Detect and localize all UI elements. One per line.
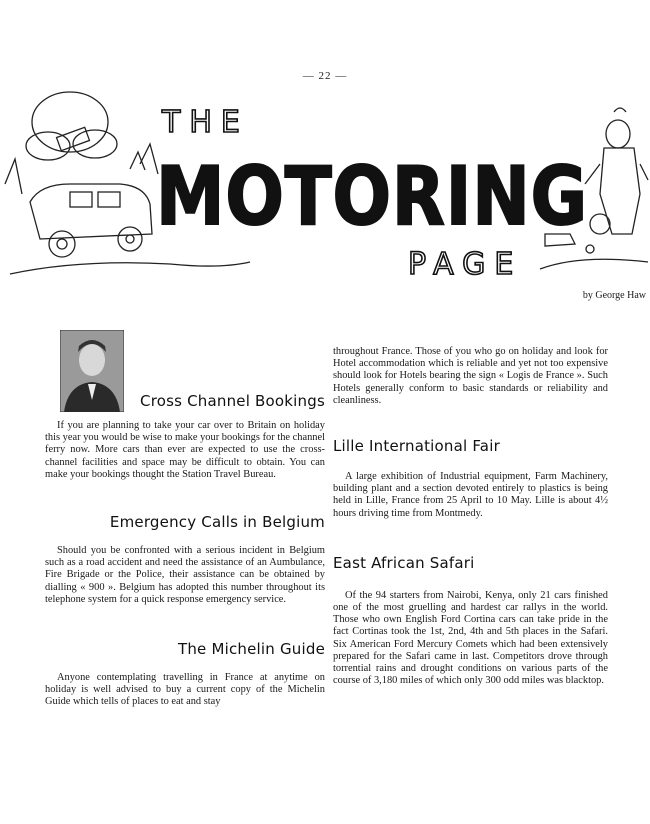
section-body-cross-channel: If you are planning to take your car over to Britain on holiday this year you would be wise to make your bookings for the channel ferry now. More cars than ever are expected to use the cross-channel facilities and space may be difficult to obtain. You can make your bookings thought the Station Travel Bureau.: [45, 420, 325, 480]
author-byline: by George Haw: [582, 290, 646, 301]
section-heading-lille-fair: Lille International Fair: [333, 437, 500, 456]
title-page: PAGE: [408, 247, 523, 282]
right-column: [333, 346, 608, 687]
section-body-michelin-guide-continued: throughout France. Those of you who go on holiday and look for Hotel accommodation which is reliable and yet not too expensive should look for Hotels bearing the sign « Logis de France ». Such Hotels generally conform to basic standards or reliability and cleanliness.: [333, 346, 608, 406]
section-body-emergency-calls: Should you be confronted with a serious incident in Belgium such as a road accident and need the assistance of an Aumbulance, Fire Brigade or the Police, their assistance can be obtained by dialling « 900 ». Belgium has adopted this number throughout its telephone system for a quick response emergency service.: [45, 545, 325, 605]
section-heading-cross-channel: Cross Channel Bookings: [140, 392, 325, 410]
title-the: THE: [162, 105, 249, 140]
section-body-east-african-safari: Of the 94 starters from Nairobi, Kenya, only 21 cars finished one of the most gruelling and hardest car rallys in the world. Those who own English Ford Cortina cars can take pride in the fact Cortinas took the 1st, 2nd, 4th and 5th places in the Safari. Six American Ford Mercury Comets which had been extensively prepared for the Safari came in last. Competitors drove through torrential rains and drought conditions on various parts of the course of 3,180 miles of which only 300 odd miles was blacktop.: [333, 589, 608, 687]
motoring-page-banner: [0, 84, 650, 294]
section-body-michelin-guide: Anyone contemplating travelling in France at anytime on holiday is well advised to buy a current copy of the Michelin Guide which tells of places to eat and stay: [45, 672, 325, 708]
page-number: — 22 —: [302, 70, 348, 82]
section-heading-emergency-calls: Emergency Calls in Belgium: [109, 513, 325, 532]
section-heading-michelin-guide: The Michelin Guide: [177, 640, 325, 659]
left-column: [45, 330, 325, 709]
section-body-lille-fair: A large exhibition of Industrial equipment, Farm Machinery, building plant and a section devoted entirely to plastics is being held in Lille, France from 25 April to 10 May. Lille is about 4½ hours driving time from Montmedy.: [333, 471, 608, 519]
title-motoring: MOTORING: [156, 150, 588, 243]
section-heading-east-african-safari: East African Safari: [333, 553, 475, 572]
